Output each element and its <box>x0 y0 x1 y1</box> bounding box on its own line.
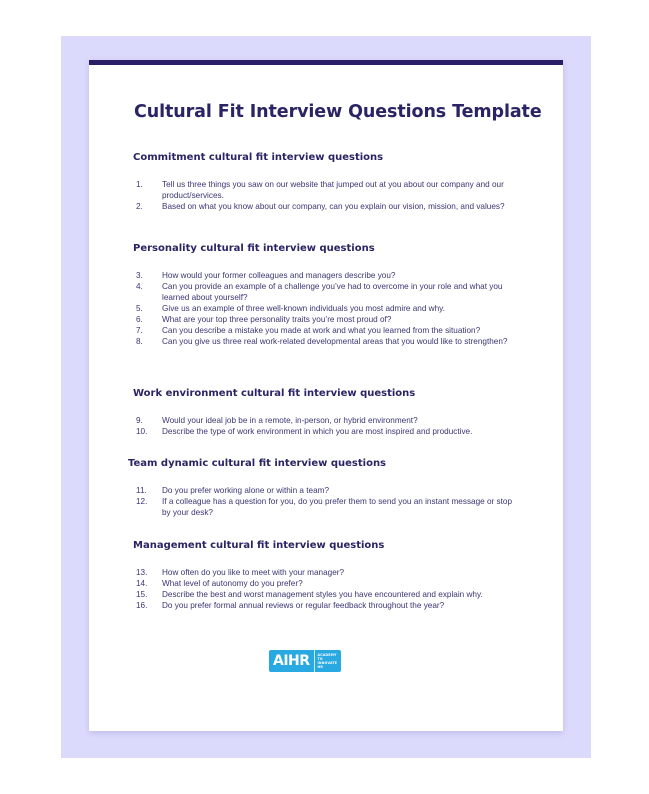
question-text: Describe the best and worst management styles you have encountered and explain why. <box>162 590 483 599</box>
question-text: What level of autonomy do you prefer? <box>162 579 303 588</box>
question-text: How would your former colleagues and managers describe you? <box>162 271 396 280</box>
question-text: Would your ideal job be in a remote, in-person, or hybrid environment? <box>162 416 418 425</box>
question-number: 3. <box>136 271 143 280</box>
document-page <box>89 60 563 731</box>
question-item <box>89 415 563 426</box>
header-bar <box>89 60 563 65</box>
question-item <box>89 179 563 201</box>
question-number: 6. <box>136 315 143 324</box>
question-list <box>89 179 563 212</box>
question-item <box>89 270 563 281</box>
question-number: 8. <box>136 337 143 346</box>
section-heading: Commitment cultural fit interview questions <box>133 152 384 163</box>
question-number: 12. <box>136 497 148 506</box>
question-item <box>89 426 563 437</box>
question-item <box>89 578 563 589</box>
question-text: Do you prefer working alone or within a team? <box>162 486 330 495</box>
question-item <box>89 325 563 336</box>
question-item <box>89 600 563 611</box>
question-text: Based on what you know about our company, can you explain our vision, mission, and values? <box>162 202 505 211</box>
question-text: Can you give us three real work-related developmental areas that you would like to strengthen? <box>162 337 508 346</box>
question-text: What are your top three personality traits you’re most proud of? <box>162 315 392 324</box>
question-number: 1. <box>136 180 143 189</box>
section-heading: Work environment cultural fit interview questions <box>133 388 416 399</box>
question-item <box>89 567 563 578</box>
section-heading: Management cultural fit interview questions <box>133 540 385 551</box>
question-item <box>89 485 563 496</box>
document-title: Cultural Fit Interview Questions Template <box>134 102 542 122</box>
question-number: 11. <box>136 486 147 495</box>
question-item <box>89 314 563 325</box>
question-number: 4. <box>136 282 143 291</box>
question-number: 2. <box>136 202 143 211</box>
logo-wordmark: AIHR <box>269 650 315 672</box>
logo-tagline-line1: ACADEMY TO <box>317 653 337 661</box>
question-number: 9. <box>136 416 143 425</box>
question-item <box>89 201 563 212</box>
question-text: Tell us three things you saw on our website that jumped out at you about our company and our product/services. <box>162 180 504 200</box>
question-number: 10. <box>136 427 148 436</box>
question-item <box>89 496 563 518</box>
logo-tagline-line2: INNOVATE HR <box>317 661 338 669</box>
question-number: 13. <box>136 568 148 577</box>
question-text: Can you describe a mistake you made at work and what you learned from the situation? <box>162 326 481 335</box>
question-number: 16. <box>136 601 148 610</box>
question-text: How often do you like to meet with your manager? <box>162 568 345 577</box>
question-text: Can you provide an example of a challenge you’ve had to overcome in your role and what you learned about yourself? <box>162 282 503 302</box>
question-number: 7. <box>136 326 143 335</box>
question-item <box>89 303 563 314</box>
section-heading: Team dynamic cultural fit interview questions <box>128 458 387 469</box>
question-text: Describe the type of work environment in which you are most inspired and productive. <box>162 427 473 436</box>
question-text: If a colleague has a question for you, do you prefer them to send you an instant message or stop by your desk? <box>162 497 513 517</box>
aihr-logo <box>269 650 341 672</box>
question-list <box>89 415 563 437</box>
question-number: 15. <box>136 590 148 599</box>
question-list <box>89 567 563 611</box>
logo-tagline <box>315 653 341 669</box>
question-item <box>89 336 563 347</box>
question-number: 14. <box>136 579 148 588</box>
section-heading: Personality cultural fit interview questions <box>133 243 375 254</box>
question-list <box>89 485 563 518</box>
question-text: Do you prefer formal annual reviews or regular feedback throughout the year? <box>162 601 445 610</box>
question-text: Give us an example of three well-known individuals you most admire and why. <box>162 304 445 313</box>
question-number: 5. <box>136 304 143 313</box>
question-list <box>89 270 563 347</box>
question-item <box>89 281 563 303</box>
question-item <box>89 589 563 600</box>
